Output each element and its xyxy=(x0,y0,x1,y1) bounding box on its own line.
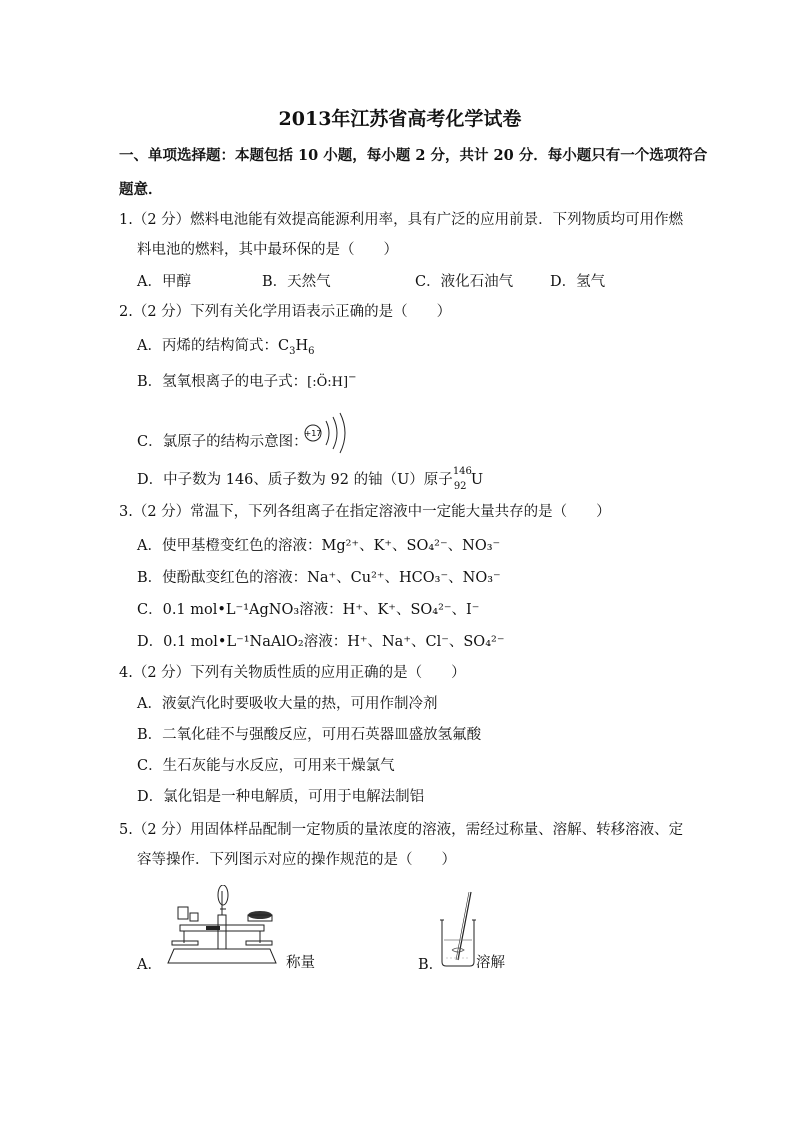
nucleus-charge: +17 xyxy=(304,429,322,438)
nuclide-notation xyxy=(452,466,472,492)
q3-option-d: D．0.1 mol•L⁻¹NaAlO₂溶液：H⁺、Na⁺、Cl⁻、SO₄²⁻ xyxy=(137,634,505,650)
mass-number: 146 xyxy=(452,466,472,477)
q2-option-d xyxy=(137,466,484,492)
q2-option-b xyxy=(137,372,356,394)
q1-option-b: B．天然气 xyxy=(262,274,331,290)
q2-a-formula-h: H xyxy=(295,338,309,354)
page-title: 2013年江苏省高考化学试卷 xyxy=(278,108,522,130)
q2-option-c: C．氯原子的结构示意图： xyxy=(137,434,308,450)
atomic-number: 92 xyxy=(453,481,467,492)
q2-a-sub-6: 6 xyxy=(308,346,315,357)
q2-a-formula-c: C xyxy=(277,338,290,354)
section-heading-line2: 题意． xyxy=(119,181,163,198)
q5-option-b-caption: 溶解 xyxy=(476,955,505,971)
q5-option-b-label: B． xyxy=(418,957,444,973)
chlorine-atom-structure-diagram xyxy=(300,410,352,456)
q1-option-a: A．甲醇 xyxy=(137,274,191,290)
q2-a-sub-3: 3 xyxy=(289,346,296,357)
q3-option-b: B．使酚酞变红色的溶液：Na⁺、Cu²⁺、HCO₃⁻、NO₃⁻ xyxy=(137,570,501,586)
q4-option-d: D．氯化铝是一种电解质，可用于电解法制铝 xyxy=(137,789,425,805)
q1-option-d: D．氢气 xyxy=(550,274,606,290)
balance-scale-image xyxy=(160,885,285,967)
q4-option-a: A．液氨汽化时要吸收大量的热，可用作制冷剂 xyxy=(137,696,438,712)
q5-stem-line2: 容等操作．下列图示对应的操作规范的是（ ） xyxy=(137,852,456,868)
q3-option-c: C．0.1 mol•L⁻¹AgNO₃溶液：H⁺、K⁺、SO₄²⁻、I⁻ xyxy=(137,602,480,618)
q2-option-d-text: D．中子数为 146、质子数为 92 的铀（U）原子 xyxy=(137,472,453,488)
q4-stem: 4.（2 分）下列有关物质性质的应用正确的是（ ） xyxy=(119,665,466,681)
q3-stem: 3.（2 分）常温下，下列各组离子在指定溶液中一定能大量共存的是（ ） xyxy=(119,504,611,520)
element-symbol: U xyxy=(470,472,484,488)
beaker-glass-rod-image xyxy=(438,890,478,970)
q2-option-a-text: A．丙烯的结构简式： xyxy=(137,338,278,354)
q5-option-a-caption: 称量 xyxy=(286,955,315,971)
q1-stem-line2: 料电池的燃料，其中最环保的是（ ） xyxy=(137,242,398,258)
q4-option-c: C．生石灰能与水反应，可用来干燥氯气 xyxy=(137,758,395,774)
q2-stem: 2.（2 分）下列有关化学用语表示正确的是（ ） xyxy=(119,304,452,320)
q1-option-c: C．液化石油气 xyxy=(415,274,514,290)
q2-option-b-text: B．氢氧根离子的电子式： xyxy=(137,374,308,390)
electron-formula-charge: − xyxy=(348,372,357,383)
section-heading-line1: 一、单项选择题：本题包括 10 小题，每小题 2 分，共计 20 分．每小题只有一个选项符合 xyxy=(119,147,708,164)
q4-option-b: B．二氧化硅不与强酸反应，可用石英器皿盛放氢氟酸 xyxy=(137,727,482,743)
q5-stem-line1: 5.（2 分）用固体样品配制一定物质的量浓度的溶液，需经过称量、溶解、转移溶液、定 xyxy=(119,822,684,838)
q5-option-a-label: A． xyxy=(137,957,162,973)
q1-stem-line1: 1.（2 分）燃料电池能有效提高能源利用率，具有广泛的应用前景．下列物质均可用作燃 xyxy=(119,212,684,228)
q2-option-a xyxy=(137,336,315,358)
electron-formula: [:Ö:H] xyxy=(307,375,349,390)
q3-option-a: A．使甲基橙变红色的溶液：Mg²⁺、K⁺、SO₄²⁻、NO₃⁻ xyxy=(137,538,501,554)
